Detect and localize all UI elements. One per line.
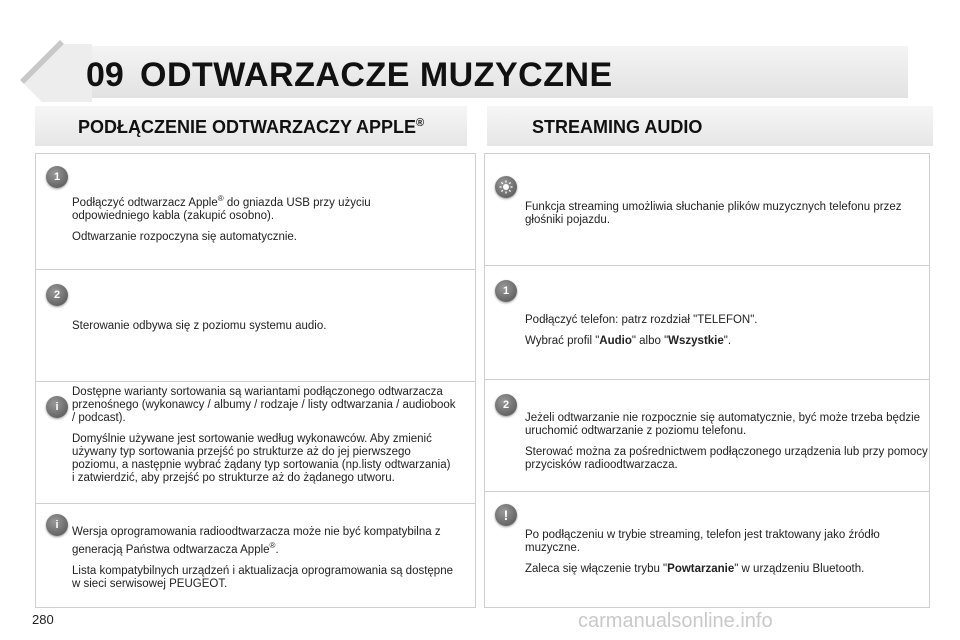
right-section-title: STREAMING AUDIO [532,117,703,137]
right-row-1-text: Funkcja streaming umożliwia słuchanie plików muzycznych telefonu przez głośniki pojazdu. [525,201,902,226]
info-icon: i [46,514,68,536]
info-icon: i [46,396,68,418]
left-row-2 [36,270,475,382]
right-row-4-text: Po podłączeniu w trybie streaming, telefon jest traktowany jako źródło muzyczne. Zaleca się włączenie trybu "Powtarzanie" w urządzeniu Bluetooth. [525,529,880,575]
left-row-4 [36,504,475,609]
left-row-1-text: Podłączyć odtwarzacz Apple® do gniazda USB przy użyciu odpowiedniego kabla (zakupić osobno). Odtwarzanie rozpoczyna się automatycznie. [72,194,371,243]
step-badge: 1 [46,166,68,188]
left-section-title [78,117,424,138]
left-row-4-text: Wersja oprogramowania radioodtwarzacza może nie być kompatybilna z generacją Państwa odtwarzacza Apple®. Lista kompatybilnych urządzeń i aktualizacja oprogramowania są dostępne w sieci serwisowej PEUGEOT. [72,526,453,590]
left-panel [35,153,476,608]
right-row-3 [485,380,929,492]
left-row-3 [36,382,475,504]
watermark: carmanualsonline.info [578,610,773,632]
right-panel [484,153,930,608]
warning-icon: ! [495,504,517,526]
right-row-4 [485,492,929,609]
left-section-title-text: PODŁĄCZENIE ODTWARZACZY APPLE [78,117,417,137]
page-number: 280 [32,612,54,627]
step-badge: 1 [495,280,517,302]
registered-mark: ® [416,117,425,129]
header-corner-decoration [20,40,92,102]
step-badge: 2 [495,394,517,416]
step-badge: 2 [46,284,68,306]
right-row-2-text: Podłączyć telefon: patrz rozdział "TELEFON". Wybrać profil "Audio" albo "Wszystkie". [525,314,758,347]
right-row-2 [485,266,929,380]
chapter-number: 09 [86,56,124,94]
chapter-title: ODTWARZACZE MUZYCZNE [140,56,613,94]
left-row-3-text: Dostępne warianty sortowania są wariantami podłączonego odtwarzacza przenośnego (wykonawcy / albumy / rodzaje / listy odtwarzania / audiobook / podcast). Domyślnie używane jest sortowanie według wykonawców. Aby zmienić używany typ sortowania przejść po strukturze aż do jej pierwszego poziomu, a następnie wybrać żądany typ sortowania (np.listy odtwarzania) i zatwierdzić, aby przejść po strukturze aż do żądanego utworu. [72,386,456,484]
right-row-3-text: Jeżeli odtwarzanie nie rozpocznie się automatycznie, być może trzeba będzie uruchomić odtwarzanie z poziomu telefonu. Sterować można za pośrednictwem podłączonego urządzenia lub przy pomocy przycisków radioodtwarzacza. [525,412,928,471]
right-row-1 [485,154,929,266]
left-row-1 [36,154,475,270]
sun-icon [495,176,517,198]
left-row-2-text: Sterowanie odbywa się z poziomu systemu audio. [72,320,327,332]
